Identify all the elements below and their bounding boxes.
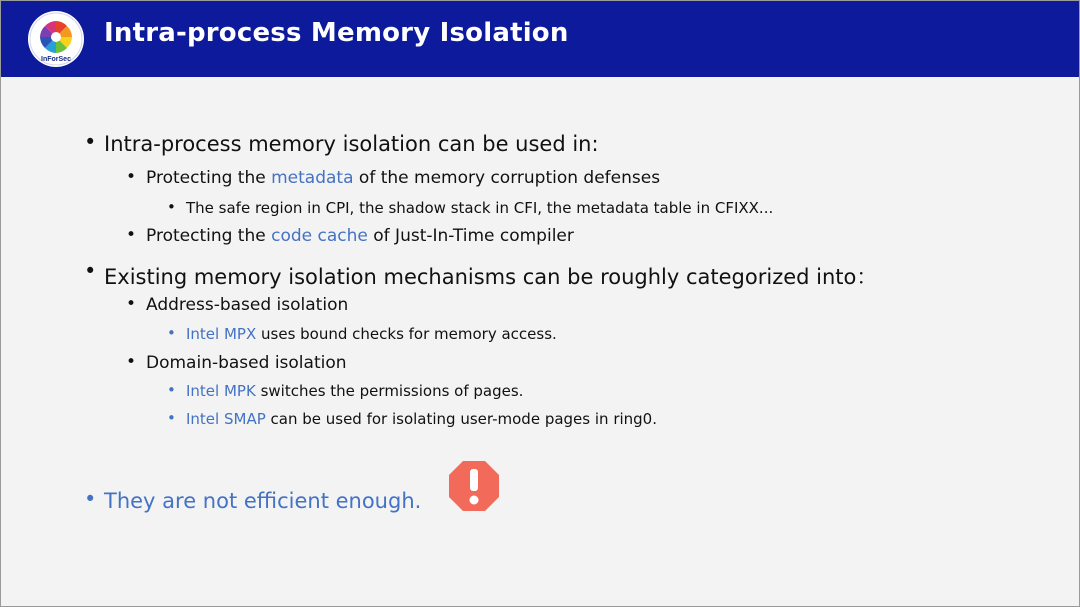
highlight-intel-smap: Intel SMAP [186,410,266,428]
text-segment: can be used for isolating user-mode pages in ring0. [265,410,657,428]
bullet-l3-mpx [186,325,557,343]
bullet-dot: • [84,487,97,511]
bullet-dot: • [126,294,137,314]
bullet-l1-usage: Intra-process memory isolation can be used in: [104,132,599,156]
bullet-l3-safe-region: The safe region in CPI, the shadow stack in CFI, the metadata table in CFIXX... [186,199,774,217]
text-segment: of Just-In-Time compiler [367,226,574,246]
logo-text: InForSec [41,56,71,63]
bullet-dot: • [84,130,97,154]
slide-content [1,77,1079,606]
header-bar [1,1,1079,77]
bullet-dot: • [126,352,137,372]
bullet-dot: • [167,409,176,427]
bullet-dot: • [126,225,137,245]
highlight-metadata: metadata [271,168,354,188]
bullet-l2-domain-based: Domain-based isolation [146,353,347,373]
page-title: Intra-process Memory Isolation [104,18,569,48]
text-segment: Protecting the [146,226,272,246]
bullet-l3-smap [186,410,657,428]
exclamation-octagon-icon [447,459,501,513]
text-segment: Protecting the [146,168,272,188]
bullet-l1-mechanisms: Existing memory isolation mechanisms can be roughly categorized into： [104,265,878,289]
text-segment: of the memory corruption defenses [353,168,661,188]
highlight-intel-mpk: Intel MPK [186,382,256,400]
highlight-intel-mpx: Intel MPX [186,325,257,343]
highlight-code-cache: code cache [271,226,368,246]
bullet-l1-not-efficient: They are not efficient enough. [104,489,422,513]
bullet-dot: • [167,198,176,216]
text-segment: switches the permissions of pages. [255,382,524,400]
bullet-l2-address-based: Address-based isolation [146,295,349,315]
bullet-dot: • [126,167,137,187]
inforsec-logo [28,11,84,67]
bullet-dot: • [84,259,97,283]
bullet-l2-metadata [146,168,660,188]
text-segment: uses bound checks for memory access. [256,325,557,343]
bullet-dot: • [167,324,176,342]
bullet-dot: • [167,381,176,399]
bullet-l3-mpk [186,382,523,400]
bullet-l2-code-cache [146,226,574,246]
